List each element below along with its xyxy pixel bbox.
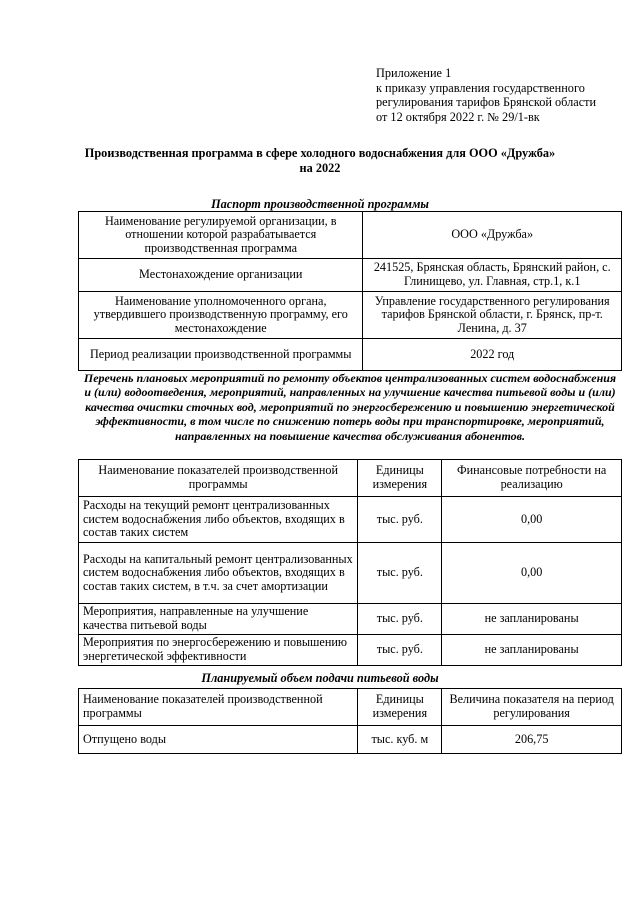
supply-heading: Планируемый объем подачи питьевой воды bbox=[201, 671, 439, 685]
measures-table bbox=[78, 459, 622, 666]
appendix-line: Приложение 1 bbox=[376, 66, 452, 80]
measures-heading: Перечень плановых мероприятий по ремонту объектов централизованных систем водоснабжения и (или) водоотведения, мероприятий, направленных на улучшение качества питьевой воды и (или) качества очистки сточных вод, мероприятий по энергосбережению и повышению энергетической эффективности, в том числе по снижению потерь воды при транспортировке, мероприятий, направленных на повышение качества обслуживания абонентов. bbox=[83, 371, 617, 443]
indicator-value: не запланированы bbox=[442, 635, 622, 666]
appendix-note bbox=[376, 66, 626, 124]
table-row bbox=[79, 635, 622, 666]
indicator-name: Расходы на капитальный ремонт централизованных систем водоснабжения либо объектов, входящих в состав таких систем, в т.ч. за счет амортизации bbox=[79, 543, 358, 604]
passport-table bbox=[78, 211, 622, 371]
appendix-line: к приказу управления государственного bbox=[376, 80, 585, 95]
appendix-line: от 12 октября 2022 г. № 29/1-вк bbox=[376, 109, 540, 124]
table-header-row bbox=[79, 460, 622, 497]
indicator-name: Мероприятия, направленные на улучшение качества питьевой воды bbox=[79, 604, 358, 635]
passport-value: 2022 год bbox=[363, 339, 622, 371]
table-row bbox=[79, 339, 622, 371]
indicator-unit: тыс. руб. bbox=[358, 604, 442, 635]
column-header: Финансовые потребности на реализацию bbox=[442, 460, 622, 497]
passport-label: Местонахождение организации bbox=[79, 259, 363, 292]
indicator-value: 206,75 bbox=[442, 726, 622, 754]
table-row bbox=[79, 292, 622, 339]
column-header: Наименование показателей производственной программы bbox=[79, 689, 358, 726]
indicator-value: не запланированы bbox=[442, 604, 622, 635]
column-header: Наименование показателей производственной программы bbox=[79, 460, 358, 497]
table-row bbox=[79, 212, 622, 259]
indicator-value: 0,00 bbox=[442, 543, 622, 604]
document-title-line: на 2022 bbox=[299, 160, 341, 175]
passport-value: ООО «Дружба» bbox=[363, 212, 622, 259]
document-title-line: Производственная программа в сфере холодного водоснабжения для ООО «Дружба» bbox=[84, 146, 556, 160]
passport-label: Наименование регулируемой организации, в отношении которой разрабатывается производственная программа bbox=[79, 212, 363, 259]
passport-value: 241525, Брянская область, Брянский район, с. Глинищево, ул. Главная, стр.1, к.1 bbox=[363, 259, 622, 292]
passport-label: Наименование уполномоченного органа, утвердившего производственную программу, его местонахождение bbox=[79, 292, 363, 339]
column-header: Единицы измерения bbox=[358, 460, 442, 497]
indicator-unit: тыс. руб. bbox=[358, 635, 442, 666]
passport-heading: Паспорт производственной программы bbox=[211, 197, 429, 211]
indicator-unit: тыс. куб. м bbox=[358, 726, 442, 754]
indicator-unit: тыс. руб. bbox=[358, 497, 442, 543]
table-row bbox=[79, 604, 622, 635]
table-row bbox=[79, 543, 622, 604]
column-header: Единицы измерения bbox=[358, 689, 442, 726]
appendix-line: регулирования тарифов Брянской области bbox=[376, 95, 597, 109]
table-header-row bbox=[79, 689, 622, 726]
indicator-unit: тыс. руб. bbox=[358, 543, 442, 604]
passport-label: Период реализации производственной программы bbox=[79, 339, 363, 371]
table-row bbox=[79, 726, 622, 754]
supply-table bbox=[78, 688, 622, 754]
table-row bbox=[79, 497, 622, 543]
passport-value: Управление государственного регулирования тарифов Брянской области, г. Брянск, пр-т. Ленина, д. 37 bbox=[363, 292, 622, 339]
table-row bbox=[79, 259, 622, 292]
column-header: Величина показателя на период регулирования bbox=[442, 689, 622, 726]
indicator-name: Мероприятия по энергосбережению и повышению энергетической эффективности bbox=[79, 635, 358, 666]
document-title bbox=[60, 146, 580, 175]
indicator-name: Расходы на текущий ремонт централизованных систем водоснабжения либо объектов, входящих в состав таких систем bbox=[79, 497, 358, 543]
indicator-value: 0,00 bbox=[442, 497, 622, 543]
indicator-name: Отпущено воды bbox=[79, 726, 358, 754]
